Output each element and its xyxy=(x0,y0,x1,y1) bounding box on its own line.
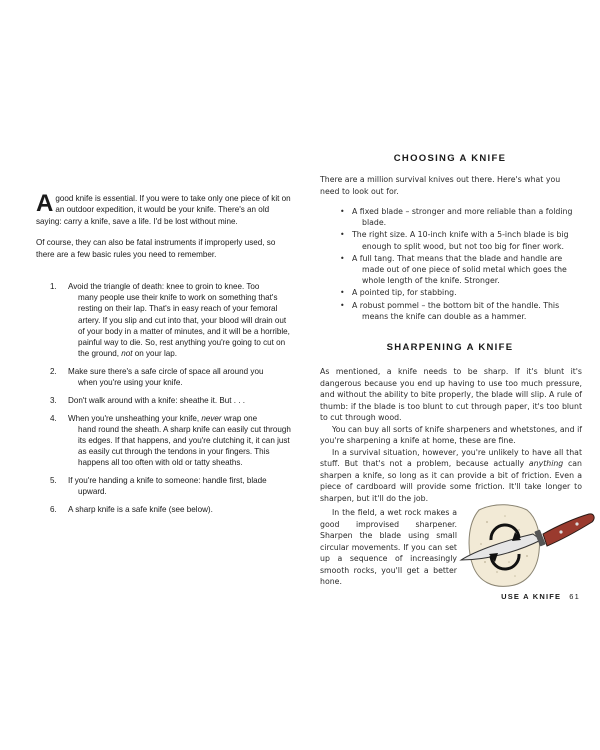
right-page xyxy=(300,0,600,750)
rivet-icon xyxy=(575,522,578,525)
list-item-continuation: made out of one piece of solid metal which goes the whole length of the knife. Stronger. xyxy=(362,265,567,286)
list-item-continuation: hand round the sheath. A sharp knife can easily cut through its edges. If that happens, and you're clutching it, it can just as easily cut through the tendons in your fingers. This happens all too often with old or tatty sheaths. xyxy=(78,424,291,468)
sharpening-paragraph-1: As mentioned, a knife needs to be sharp. If it's blunt it's dangerous because you end up having to use too much pressure, and without the ability to bite properly, the blade will slip. A rule of thumb: if the blade is too blunt to cut through paper, it's too blunt to cut through wood. xyxy=(320,367,582,422)
sharpening-text xyxy=(320,366,582,504)
list-item-text: on your lap. xyxy=(132,349,178,359)
bullet-icon: • xyxy=(340,230,345,240)
page-number: 61 xyxy=(569,592,580,601)
list-item-first-line: If you're handing a knife to someone: handle first, blade xyxy=(68,476,267,486)
list-item xyxy=(340,253,580,287)
list-item-first-line: Avoid the triangle of death: knee to groin to knee. Too xyxy=(68,282,260,291)
list-item xyxy=(50,475,294,497)
bullet-icon: • xyxy=(340,300,345,310)
list-item xyxy=(50,504,294,515)
knife-sharpening-illustration xyxy=(457,500,597,588)
page-footer xyxy=(490,592,580,601)
knife-features-list xyxy=(340,206,580,323)
list-item xyxy=(50,281,294,359)
list-item-continuation: when you're using your knife. xyxy=(78,378,183,388)
list-item xyxy=(340,300,580,322)
list-item xyxy=(340,229,580,251)
intro-paragraph-1-text: good knife is essential. If you were to take only one piece of kit on an outdoor expedition, it would be your knife. There's an old saying: carry a knife, save a life. I'd be lost without mine. xyxy=(36,194,291,226)
list-item-continuation: upward. xyxy=(78,487,107,497)
paragraph-text: can sharpen a knife, so long as it can provide a bit of friction. Even a piece of cardboard will provide some friction. It'll take longer to sharpen, but it'll do the job. xyxy=(320,459,582,503)
list-item-continuation xyxy=(68,292,294,359)
list-number: 3. xyxy=(50,395,57,405)
list-item-first-line: The right size. A 10-inch knife with a 5-inch blade is big xyxy=(352,230,569,240)
sharpening-paragraph-2: You can buy all sorts of knife sharpeners and whetstones, and if you're sharpening a knife at home, these are fine. xyxy=(320,424,582,445)
heading-choosing-a-knife: CHOOSING A KNIFE xyxy=(393,153,507,164)
list-item xyxy=(340,206,580,228)
drop-cap: A xyxy=(36,190,54,217)
bullet-icon: • xyxy=(340,253,345,263)
emphasis-text: never xyxy=(201,413,222,423)
list-item-first-line: Make sure there's a safe circle of space all around you xyxy=(68,366,264,376)
bullet-icon: • xyxy=(340,288,345,298)
field-paragraph xyxy=(320,507,457,588)
list-number: 5. xyxy=(50,476,57,486)
list-item-continuation: means the knife can double as a hammer. xyxy=(362,311,527,321)
choosing-intro: There are a million survival knives out there. Here's what you need to look out for. xyxy=(320,175,561,196)
rivet-icon xyxy=(559,530,562,533)
list-item-text: many people use their knife to work on something that's resting on their lap. That's in easy reach of your femoral artery. If you slip and cut into that, your blood will drain out of your body in a matter of minutes, and it will be a horrible, painful way to die. So, rest anything you're going to cut on the ground, xyxy=(78,293,290,359)
knife-handle-icon xyxy=(543,514,594,546)
paragraph-text: In a survival situation, however, you're unlikely to have all that stuff. But that's not a problem, because actually xyxy=(320,447,582,468)
field-paragraph-text: In the field, a wet rock makes a good improvised sharpener. Sharpen the blade using small circular movements. If you can set up a sequence of increasingly smooth rocks, you'll get a better hone. xyxy=(320,508,457,586)
intro-text xyxy=(36,190,292,270)
bullet-icon: • xyxy=(340,207,345,216)
list-item-first-line: A robust pommel – the bottom bit of the handle. This xyxy=(352,300,560,310)
list-number: 4. xyxy=(50,413,57,423)
list-item-first-line: Don't walk around with a knife: sheathe it. But . . . xyxy=(68,395,246,405)
list-item-first-line: A fixed blade – stronger and more reliable than a folding xyxy=(352,207,573,216)
list-item xyxy=(50,395,294,406)
list-item xyxy=(50,366,294,388)
list-item xyxy=(50,413,294,469)
intro-paragraph-2: Of course, they can also be fatal instruments if improperly used, so there are a few basic rules you need to remember. xyxy=(36,238,276,259)
list-item-first-line: A pointed tip, for stabbing. xyxy=(352,288,457,298)
running-footer-title: USE A KNIFE xyxy=(501,592,562,601)
list-item-first-line: A full tang. That means that the blade and handle are xyxy=(352,253,563,263)
list-item-continuation: enough to split wood, but not too big for finer work. xyxy=(362,241,564,251)
sharpening-paragraph-3 xyxy=(320,447,582,505)
emphasis-text: anything xyxy=(528,459,564,468)
knife-rules-list xyxy=(50,281,294,522)
list-number: 2. xyxy=(50,366,57,376)
list-item-first-line: A sharp knife is a safe knife (see below). xyxy=(68,504,213,514)
list-item-first-line xyxy=(68,413,294,424)
emphasis-text: not xyxy=(121,349,133,359)
list-item-text: wrap one xyxy=(221,413,258,423)
intro-paragraph-1 xyxy=(36,190,292,227)
list-item-continuation: blade. xyxy=(362,218,387,228)
heading-sharpening-a-knife: SHARPENING A KNIFE xyxy=(386,342,514,353)
list-item xyxy=(340,287,580,298)
list-number: 6. xyxy=(50,504,57,514)
list-number: 1. xyxy=(50,282,57,291)
list-item-text: When you're unsheathing your knife, xyxy=(68,413,202,423)
